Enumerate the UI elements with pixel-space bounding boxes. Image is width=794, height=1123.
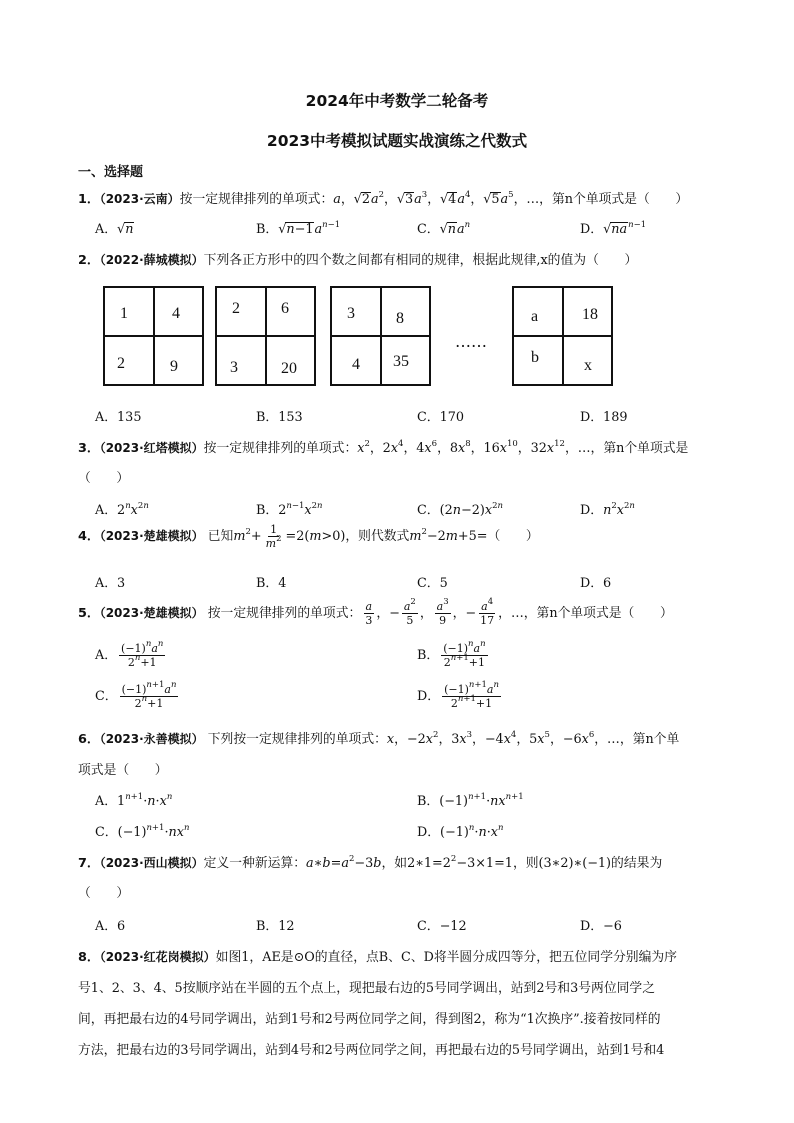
question-6-line-2: 项式是（ ） (78, 763, 168, 778)
q1-option-a[interactable]: A．√n (95, 222, 134, 237)
q4-option-d[interactable]: D．6 (580, 576, 612, 591)
q5-option-c[interactable]: C． $\frac{(-1)^{n+1}a^n}{2^n+1}$ (95, 680, 177, 710)
q4-option-a[interactable]: A．3 (95, 576, 126, 591)
q5-option-d[interactable]: D． $\frac{(-1)^{n+1}a^n}{2^{n+1}+1}$ (417, 680, 499, 710)
q6-option-c[interactable]: C．$(-1)^{n+1}\cdot nx^n$ (95, 823, 190, 840)
q5-option-a[interactable]: A． $\frac{(-1)^na^n}{2^n+1}$ (95, 639, 164, 669)
question-8-line-4: 方法，把最右边的3号同学调出，站到4号和2号两位同学之间，再把最右边的5号同学调出，站到1号和4 (78, 1043, 665, 1058)
q2-option-b[interactable]: B．153 (256, 410, 303, 425)
q5-option-b[interactable]: B． $\frac{(-1)^na^n}{2^{n+1}+1}$ (417, 639, 486, 669)
q7-option-d[interactable]: D．−6 (580, 919, 622, 934)
q4-option-b[interactable]: B．4 (256, 576, 287, 591)
q6-option-a[interactable]: A．$1^{n+1}\cdot n\cdot x^n$ (95, 792, 173, 809)
q7-option-a[interactable]: A．6 (95, 919, 126, 934)
q3-option-a[interactable]: A．$2^nx^{2n}$ (95, 501, 149, 518)
question-7: 7．（2023·西山模拟）定义一种新运算：$a∗b=a^2-3b$，如$2∗1=2^2-3\times 1=1$，则(3∗2)∗(−1)的结果为 (78, 854, 663, 871)
q2-option-d[interactable]: D．189 (580, 410, 628, 425)
q1-option-c[interactable]: C．$√na^n$ (417, 220, 471, 237)
question-4: 4．（2023·楚雄模拟） 已知$m^2+$ $\frac{1}{m^2}$ =2(m>0)，则代数式$m^2-2m+5=$（ ） (78, 523, 539, 550)
number-square-2: 2 6 3 20 (215, 286, 316, 386)
question-3: 3．（2023·红塔模拟）按一定规律排列的单项式：$x^2$，$2x^4$，$4x^6$，$8x^8$，$16x^{10}$，$32x^{12}$，…，第n个单项式是 (78, 439, 689, 456)
q3-option-c[interactable]: C．$(2n-2)x^{2n}$ (417, 501, 503, 518)
number-square-1: 1 4 2 9 (103, 286, 204, 386)
number-square-4: a 18 b x (512, 286, 613, 386)
question-5: 5．（2023·楚雄模拟） 按一定规律排列的单项式： $\frac{a}{3}$ ，− $\frac{a^2}{5}$ ， $\frac{a^3}{9}$ ，− $\frac{a^4}{17}$ ，…，第n个单项式是（ ） (78, 597, 673, 627)
q7-option-c[interactable]: C．−12 (417, 919, 467, 934)
question-8-line-2: 号1、2、3、4、5按顺序站在半圆的五个点上，现把最右边的5号同学调出，站到2号和3号两位同学之 (78, 981, 656, 996)
section-heading: 一、选择题 (78, 165, 144, 180)
question-2: 2．（2022·薛城模拟）下列各正方形中的四个数之间都有相同的规律，根据此规律,x的值为（ ） (78, 253, 638, 268)
sequence-ellipsis: …… (455, 332, 487, 351)
q1-option-d[interactable]: D．$√na^{n-1}$ (580, 220, 647, 237)
q1-option-b[interactable]: B．$√n-1a^{n-1}$ (256, 220, 341, 237)
question-8-line-3: 间，再把最右边的4号同学调出，站到1号和2号两位同学之间，得到图2，称为“1次换序”.接着按同样的 (78, 1012, 661, 1027)
number-square-3: 3 8 4 35 (330, 286, 431, 386)
question-8: 8．（2023·红花岗模拟）如图1，AE是⊙O的直径，点B、C、D将半圆分成四等分，把五位同学分别编为序 (78, 950, 677, 965)
q6-option-b[interactable]: B．$(-1)^{n+1}\cdot nx^{n+1}$ (417, 792, 524, 809)
q3-option-d[interactable]: D．$n^2x^{2n}$ (580, 501, 635, 518)
question-1: 1．（2023·云南）按一定规律排列的单项式：a，$√2a^2$，$√3a^3$，$√4a^4$，$√5a^5$，…，第n个单项式是（ ） (78, 190, 689, 207)
q4-option-c[interactable]: C．5 (417, 576, 448, 591)
title-line-2: 2023中考模拟试题实战演练之代数式 (266, 132, 528, 150)
title-line-1: 2024年中考数学二轮备考 (305, 92, 489, 110)
q3-option-b[interactable]: B．$2^{n-1}x^{2n}$ (256, 501, 323, 518)
q2-option-c[interactable]: C．170 (417, 410, 465, 425)
q7-option-b[interactable]: B．12 (256, 919, 295, 934)
q2-option-a[interactable]: A．135 (95, 410, 142, 425)
question-6: 6．（2023·永善模拟） 下列按一定规律排列的单项式：x，$-2x^2$，$3x^3$，$-4x^4$，$5x^5$，$-6x^6$，…，第n个单 (78, 730, 680, 747)
question-7-paren: （ ） (78, 886, 130, 901)
q6-option-d[interactable]: D．$(-1)^n\cdot n\cdot x^n$ (417, 823, 504, 840)
question-3-paren: （ ） (78, 471, 130, 486)
